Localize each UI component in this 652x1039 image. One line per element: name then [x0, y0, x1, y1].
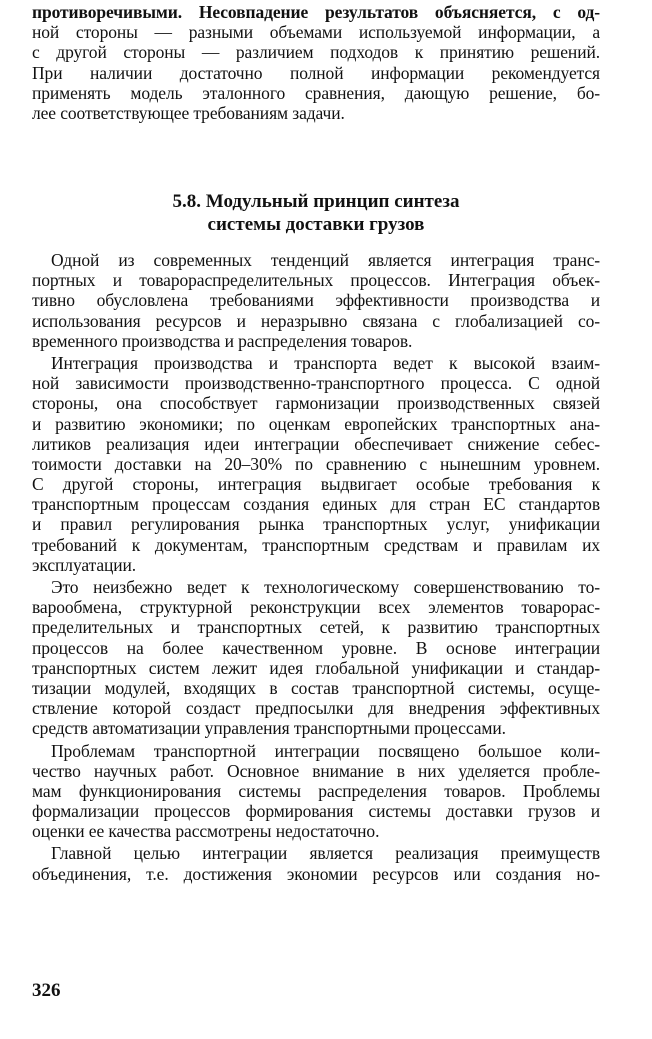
text-line: пределительных и транспортных сетей, к развитию транспортных: [32, 617, 600, 638]
text-line: Интеграция производства и транспорта ведет к высокой взаим-: [51, 352, 600, 373]
text-line: варообмена, структурной реконструкции всех элементов товарорас-: [32, 597, 600, 618]
text-line: процессов на более качественном уровне. В основе интеграции: [32, 637, 600, 658]
paragraph-3: [32, 577, 600, 739]
text-line: лее соответствующее требованиям задачи.: [32, 102, 345, 123]
text-line: Это неизбежно ведет к технологическому совершенствованию то-: [51, 577, 600, 597]
continued-paragraph: [32, 2, 600, 123]
text-line: При наличии достаточно полной информации рекомендуется: [32, 62, 600, 83]
text-line: Главной целью интеграции является реализация преимуществ: [51, 843, 600, 864]
text-line: тоимости доставки на 20–30% по сравнению с нынешним уровнем.: [32, 453, 600, 474]
text-line: эксплуатации.: [32, 554, 137, 575]
text-line: С другой стороны, интеграция выдвигает особые требования к: [32, 474, 600, 495]
text-line: тивно обусловлена требованиями эффективности производства и: [32, 290, 600, 311]
text-line: Проблемам транспортной интеграции посвящено большое коли-: [51, 740, 600, 761]
text-line: литиков реализация идеи интеграции обеспечивает снижение себес-: [32, 433, 600, 454]
text-line: стороны, она способствует гармонизации производственных связей: [32, 393, 600, 414]
text-line: портных и товарораспределительных процессов. Интеграция объек-: [32, 270, 600, 291]
section-heading-line-1: 5.8. Модульный принцип синтеза: [172, 191, 460, 212]
text-line: с другой стороны — различием подходов к принятию решений.: [32, 42, 600, 63]
page-number: 326: [32, 980, 61, 1001]
text-line: ной зависимости производственно-транспортного процесса. С одной: [32, 373, 600, 394]
text-line: мам функционирования системы распределения товаров. Проблемы: [32, 780, 600, 801]
paragraph-4: [32, 741, 600, 842]
text-line: транспортных систем лежит идея глобальной унификации и стандар-: [32, 657, 600, 678]
text-line: транспортным процессам создания единых для стран ЕС стандартов: [32, 494, 600, 515]
text-line: тизации модулей, входящих в состав транспортной системы, осуще-: [32, 677, 600, 698]
section-heading-line-2: системы доставки грузов: [207, 214, 425, 235]
text-line: временного производства и распределения товаров.: [32, 330, 413, 351]
text-line: Одной из современных тенденций является интеграция транс-: [51, 250, 600, 270]
paragraph-1: [32, 250, 600, 351]
text-line: использования ресурсов и неразрывно связана с глобализацией со-: [32, 310, 600, 331]
text-line: противоречивыми. Несовпадение результатов объясняется, с од-: [32, 2, 600, 22]
text-line: формализации процессов формирования системы доставки грузов и: [32, 801, 600, 822]
text-line: чество научных работ. Основное внимание в них уделяется пробле-: [32, 760, 600, 781]
paragraph-2: [32, 353, 600, 575]
text-line: и развитию экономики; по оценкам европейских транспортных ана-: [32, 413, 600, 434]
text-line: ствление которой создаст предпосылки для внедрения эффективных: [32, 698, 600, 719]
text-line: применять модель эталонного сравнения, дающую решение, бо-: [32, 82, 600, 103]
section-heading: [32, 190, 600, 236]
text-line: оценки ее качества рассмотрены недостаточно.: [32, 821, 380, 842]
text-line: ной стороны — разными объемами используемой информации, а: [32, 22, 600, 43]
paragraph-5: [32, 843, 600, 883]
text-line: средств автоматизации управления транспортными процессами.: [32, 718, 506, 739]
text-line: объединения, т.е. достижения экономии ресурсов или создания но-: [32, 863, 600, 884]
section-body: [32, 250, 600, 884]
text-line: и правил регулирования рынка транспортных услуг, унификации: [32, 514, 600, 535]
text-line: требований к документам, транспортным средствам и правилам их: [32, 534, 600, 555]
